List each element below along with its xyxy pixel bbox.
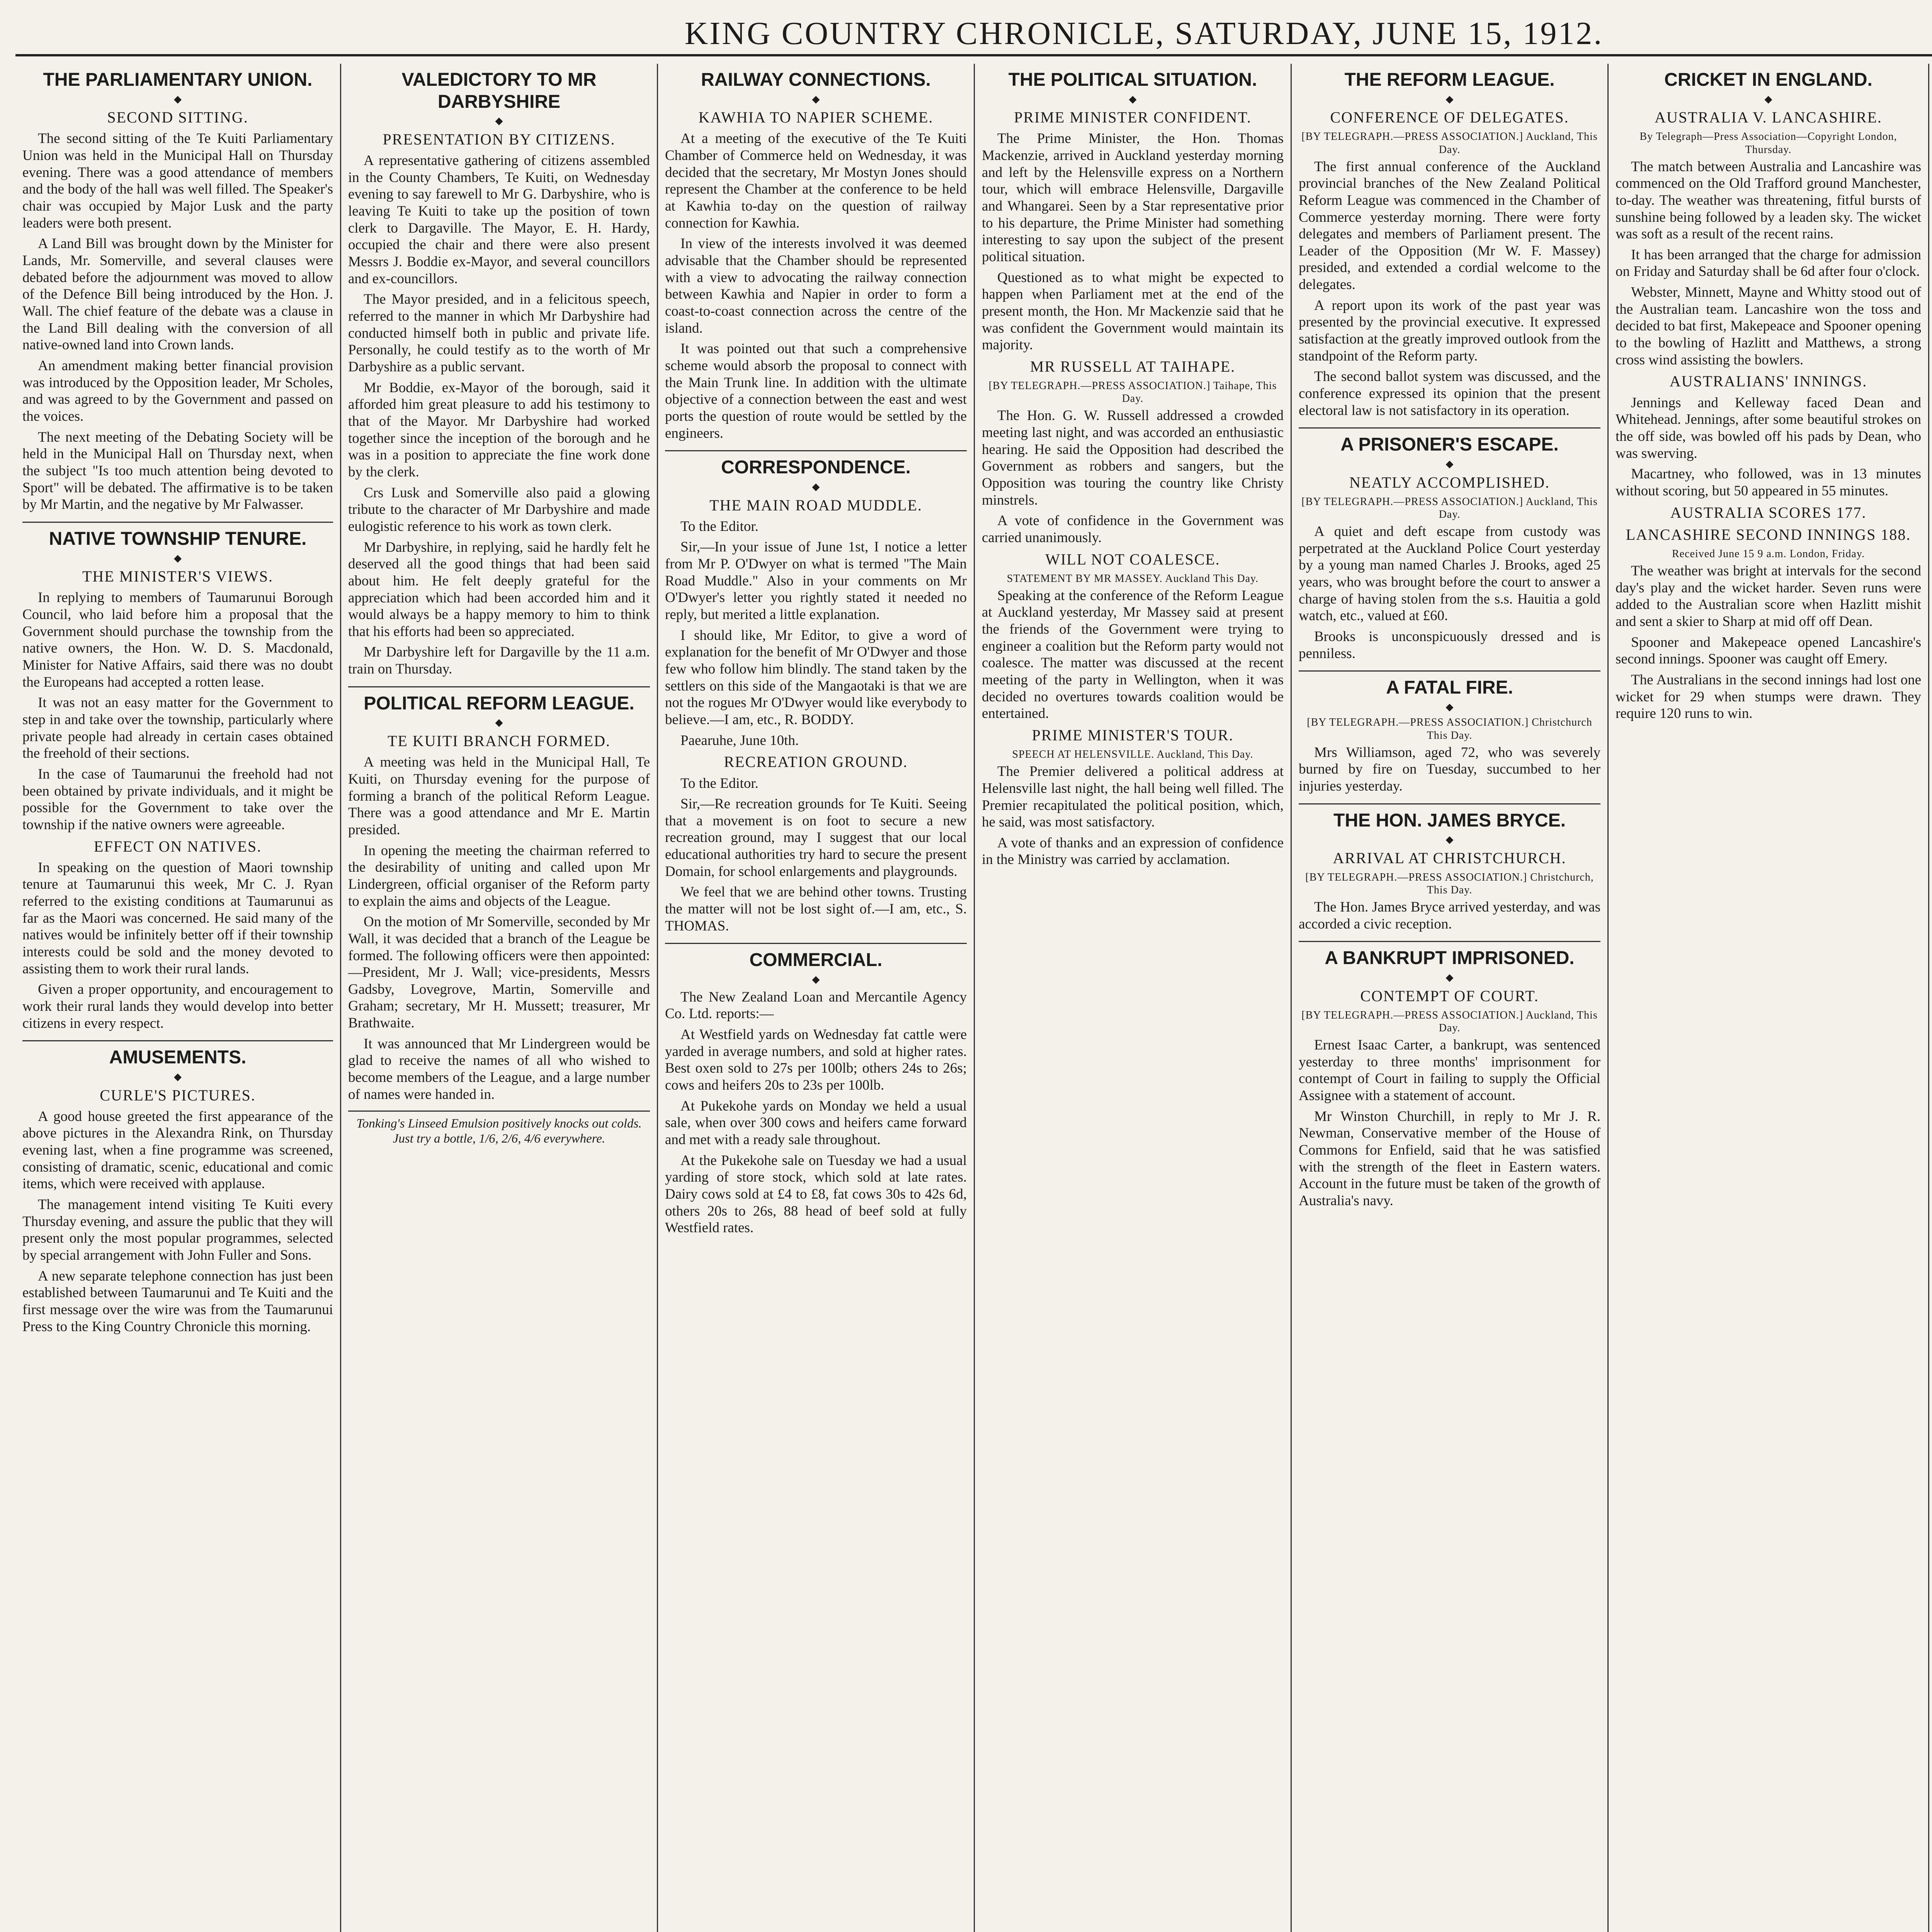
article-subheading: ARRIVAL AT CHRISTCHURCH. — [1333, 849, 1566, 867]
article-paragraph: A good house greeted the first appearance of the above pictures in the Alexandra Rink, on Thursday evening last, when a fine programme was screened, consisting of dramatic, scenic, educational and comic items, which were received with applause. — [22, 1108, 333, 1192]
column-1 — [15, 64, 340, 1932]
article — [665, 753, 967, 934]
article-paragraph: The weather was bright at intervals for the second day's play and the wicket harder. Seven runs were added to the Australian score when Hazlitt mishit and sent a skier to Sharp at mid off off Dean. — [1616, 563, 1921, 629]
article-subheading: AUSTRALIA SCORES 177. — [1670, 503, 1867, 521]
advertisement: Tonking's Linseed Emulsion positively knocks out colds. Just try a bottle, 1/6, 2/6, 4/6 everywhere. — [348, 1111, 650, 1146]
masthead — [15, 8, 1932, 56]
article-paragraph: I should like, Mr Editor, to give a word of explanation for the benefit of Mr O'Dwyer and those few who follow him blindly. The stand taken by the settlers on this side of the Mangaotaki is that we are not the rogues Mr O'Dwyer would like everybody to believe.—I am, etc., R. BODDY. — [665, 627, 967, 728]
section-divider — [1299, 941, 1600, 942]
article-headline: AMUSEMENTS. — [109, 1047, 247, 1068]
column-3 — [657, 64, 974, 1932]
article-subheading: RECREATION GROUND. — [724, 753, 908, 771]
article — [982, 726, 1284, 868]
article-subheading: PRIME MINISTER CONFIDENT. — [1014, 109, 1252, 126]
article-paragraph: Mr Winston Churchill, in reply to Mr J. R. Newman, Conservative member of the House of Commons for Enfield, said that he was satisfied with the strength of the fleet in Eastern waters. Account in the future must be taken of the growth of Australia's navy. — [1299, 1108, 1600, 1209]
article — [1299, 803, 1600, 933]
article-headline: A FATAL FIRE. — [1386, 677, 1513, 698]
article-subheading: LANCASHIRE SECOND INNINGS 188. — [1626, 526, 1911, 543]
article-headline: THE PARLIAMENTARY UNION. — [43, 70, 313, 90]
headline-ornament: ◆ — [495, 115, 503, 127]
article-headline: THE REFORM LEAGUE. — [1344, 70, 1555, 90]
article-headline: NATIVE TOWNSHIP TENURE. — [49, 528, 307, 549]
article-paragraph: The Hon. James Bryce arrived yesterday, and was accorded a civic reception. — [1299, 899, 1600, 932]
article-paragraph: Sir,—In your issue of June 1st, I notice a letter from Mr P. O'Dwyer on what is termed "The Main Road Muddle." Also in your comments on Mr O'Dwyer's letter you rightly stated it needed no reply, but merited a little explanation. — [665, 539, 967, 623]
column-2 — [340, 64, 657, 1932]
article-headline: THE HON. JAMES BRYCE. — [1333, 810, 1566, 831]
article-paragraph: A representative gathering of citizens assembled in the County Chambers, Te Kuiti, on Wednesday evening to say farewell to Mr G. Darbyshire, who is leaving Te Kuiti to take up the position of town clerk to Dargaville. The Mayor, E. H. Hardy, occupied the chair and there were also present Messrs J. Boddie ex-Mayor, and several councillors and ex-councillors. — [348, 153, 650, 287]
article-paragraph: On the motion of Mr Somerville, seconded by Mr Wall, it was decided that a branch of the League be formed. The following officers were then appointed:—President, Mr J. Wall; vice-presidents, Messrs Gadsby, Lovegrove, Martin, Somerville and Graham; secretary, Mr H. Mussett; treasurer, Mr Brathwaite. — [348, 914, 650, 1031]
article-subheading: TE KUITI BRANCH FORMED. — [387, 732, 611, 750]
article-paragraph: Questioned as to what might be expected to happen when Parliament met at the end of the present month, the Hon. Mr Mackenzie said that he was confident the Government would maintain its majority. — [982, 269, 1284, 353]
article-subheading: PRESENTATION BY CITIZENS. — [383, 130, 616, 148]
article-headline: VALEDICTORY TO MR DARBYSHIRE — [401, 70, 597, 112]
headline-ornament: ◆ — [1446, 834, 1454, 845]
article-paragraph: A report upon its work of the past year was presented by the provincial executive. It expressed satisfaction at the greatly improved outlook from the standpoint of the Reform party. — [1299, 297, 1600, 364]
article-paragraph: To the Editor. — [680, 775, 759, 791]
article — [1299, 69, 1600, 419]
article-paragraph: Webster, Minnett, Mayne and Whitty stood out of the Australian team. Lancashire won the toss and decided to bat first, Makepeace and Spooner opening to the bowling of Hazlitt and Matthews, a strong cross wind assisting the bowlers. — [1616, 284, 1921, 368]
article-headline: A PRISONER'S ESCAPE. — [1340, 434, 1559, 455]
headline-ornament: ◆ — [495, 717, 503, 728]
article — [982, 357, 1284, 546]
article — [348, 69, 650, 678]
article — [22, 1040, 333, 1335]
section-divider — [1299, 803, 1600, 804]
article-paragraph: In opening the meeting the chairman referred to the desirability of uniting and called upon Mr Lindergreen, official organiser of the Reform party to explain the aims and objects of the League. — [348, 842, 650, 909]
wire-dateline: By Telegraph—Press Association—Copyright London, Thursday. — [1639, 131, 1897, 156]
wire-dateline: [BY TELEGRAPH.—PRESS ASSOCIATION.] Christchurch This Day. — [1307, 716, 1592, 742]
article-paragraph: The management intend visiting Te Kuiti every Thursday evening, and assure the public that they will present only the most popular programmes, selected by special arrangement with John Fuller and Sons. — [22, 1197, 333, 1264]
article-paragraph: Jennings and Kelleway faced Dean and Whitehead. Jennings, after some beautiful strokes on the off side, was bowled off his pads by Dean, who was swerving. — [1616, 395, 1921, 461]
article-subheading: NEATLY ACCOMPLISHED. — [1349, 473, 1550, 491]
article-paragraph: It was not an easy matter for the Government to step in and take over the township, particularly where private people had already in certain cases obtained the freehold of their sections. — [22, 695, 333, 762]
article-paragraph: A new separate telephone connection has just been established between Taumarunui and Te Kuiti and the first message over the wire was from the Taumarunui Press to the King Country Chronicle this morning. — [22, 1268, 333, 1335]
headline-ornament: ◆ — [1764, 93, 1772, 105]
article — [665, 69, 967, 442]
article-subheading: KAWHIA TO NAPIER SCHEME. — [698, 109, 934, 126]
article-paragraph: Mr Darbyshire, in replying, said he hardly felt he deserved all the good things that had been said about him. He felt deeply grateful for the appreciation which had been accorded him and it would always be a happy memory to him to think that his efforts had been so appreciated. — [348, 539, 650, 639]
wire-dateline: SPEECH AT HELENSVILLE. Auckland, This Day. — [1012, 748, 1253, 761]
article-paragraph: At Westfield yards on Wednesday fat cattle were yarded in average numbers, and sold at higher rates. Best oxen sold to 27s per 100lb; others 24s to 26s; cows and heifers 20s to 23s per 100lb. — [665, 1027, 967, 1093]
article — [1299, 941, 1600, 1209]
article-paragraph: A vote of confidence in the Government was carried unanimously. — [982, 513, 1284, 546]
article-paragraph: It was pointed out that such a comprehensive scheme would absorb the proposal to connect with the Main Trunk line. In addition with the ultimate objective of a connection between the east and west ports the question of route would be settled by the engineers. — [665, 341, 967, 441]
article-paragraph: We feel that we are behind other towns. Trusting the matter will not be lost sight of.—I am, etc., S. THOMAS. — [665, 884, 967, 934]
article-paragraph: In replying to members of Taumarunui Borough Council, who laid before him a proposal that the Government should purchase the township from the native owners, the Hon. W. D. S. Macdonald, Minister for Native Affairs, said there was no doubt the Europeans had accepted a rotten lease. — [22, 590, 333, 690]
article — [1616, 526, 1921, 722]
article — [22, 522, 333, 833]
article-subheading: AUSTRALIANS' INNINGS. — [1669, 372, 1867, 390]
article-subheading: CONTEMPT OF COURT. — [1360, 987, 1539, 1005]
article-paragraph: A quiet and deft escape from custody was perpetrated at the Auckland Police Court yesterday by a young man named Charles J. Brooks, aged 25 years, who was brought before the court to answer a charge of having stolen from the s.s. Hauitia a gold watch, etc., valued at £60. — [1299, 523, 1600, 624]
article-paragraph: The Premier delivered a political address at Helensville last night, the hall being well filled. The Premier recapitulated the political position, which, he said, was most satisfactory. — [982, 764, 1284, 830]
article-paragraph: At the Pukekohe sale on Tuesday we had a usual yarding of store stock, which sold at late rates. Dairy cows sold at £4 to £8, fat cows 30s to 42s 6d, others 20s to 26s, 88 head of beef sold at fully Westfield rates. — [665, 1152, 967, 1236]
article-subheading: PRIME MINISTER'S TOUR. — [1032, 726, 1234, 744]
article-subheading: CONFERENCE OF DELEGATES. — [1330, 109, 1569, 126]
article-paragraph: A Land Bill was brought down by the Minister for Lands, Mr. Somerville, and several clauses were debated before the adjournment was moved to allow of the Defence Bill being introduced by the Hon. J. Wall. The chief feature of the debate was a clause in the Land Bill dealing with the conversion of all native-owned land into Crown lands. — [22, 236, 333, 353]
article-paragraph: At a meeting of the executive of the Te Kuiti Chamber of Commerce held on Wednesday, it was decided that the secretary, Mr Mostyn Jones should represent the Chamber at the conference to be held at Kawhia to-day on the question of railway connection for Kawhia. — [665, 131, 967, 231]
article — [1616, 372, 1921, 499]
column-7 — [1928, 64, 1932, 1932]
article-subheading: THE MINISTER'S VIEWS. — [82, 568, 273, 585]
article-paragraph: Mr Darbyshire left for Dargaville by the 11 a.m. train on Thursday. — [348, 644, 650, 677]
article-paragraph: Mr Boddie, ex-Mayor of the borough, said it afforded him great pleasure to add his testimony to that of the Mayor. Mr Darbyshire had worked together since the inception of the borough and he was in a position to appreciate the fine work done by the clerk. — [348, 379, 650, 480]
headline-ornament: ◆ — [1446, 972, 1454, 983]
article-paragraph: Given a proper opportunity, and encouragement to work their rural lands they would develop into better citizens in every respect. — [22, 981, 333, 1031]
article-subheading: MR RUSSELL AT TAIHAPE. — [1030, 358, 1236, 376]
article-paragraph: The Hon. G. W. Russell addressed a crowded meeting last night, and was accorded an enthusiastic hearing. He said the Opposition had described the Government as robbers and sangers, but the Opposition was touring the country like Christy minstrels. — [982, 408, 1284, 508]
headline-ornament: ◆ — [1446, 701, 1454, 713]
article — [1616, 503, 1921, 522]
article-headline: COMMERCIAL. — [749, 950, 883, 971]
headline-ornament: ◆ — [174, 93, 182, 105]
article — [22, 837, 333, 1032]
article — [1616, 69, 1921, 368]
article — [982, 550, 1284, 722]
section-divider — [1299, 427, 1600, 429]
article-paragraph: A vote of thanks and an expression of confidence in the Ministry was carried by acclamation. — [982, 835, 1284, 868]
article-paragraph: The Mayor presided, and in a felicitous speech, referred to the manner in which Mr Darbyshire had conducted himself both in public and private life. Personally, he could testify as to the worth of Mr Darbyshire as a public servant. — [348, 291, 650, 375]
section-divider — [665, 943, 967, 944]
article-subheading: EFFECT ON NATIVES. — [94, 837, 262, 855]
article-paragraph: A meeting was held in the Municipal Hall, Te Kuiti, on Thursday evening for the purpose of forming a branch of the political Reform League. There was a good attendance and Mr E. Martin presided. — [348, 754, 650, 838]
article-subheading: CURLE'S PICTURES. — [100, 1086, 256, 1104]
wire-dateline: [BY TELEGRAPH.—PRESS ASSOCIATION.] Auckland, This Day. — [1301, 1009, 1598, 1034]
section-divider — [348, 686, 650, 687]
article-paragraph: Macartney, who followed, was in 13 minutes without scoring, but 50 appeared in 55 minutes. — [1616, 466, 1921, 499]
wire-dateline: [BY TELEGRAPH.—PRESS ASSOCIATION.] Auckland, This Day. — [1301, 131, 1598, 156]
article-paragraph: The second sitting of the Te Kuiti Parliamentary Union was held in the Municipal Hall on Thursday evening. There was a good attendance of members and the body of the hall was well filled. The Speaker's chair was occupied by Major Lusk and the party leaders were both present. — [22, 131, 333, 231]
article-paragraph: The Australians in the second innings had lost one wicket for 29 when stumps were drawn. They require 120 runs to win. — [1616, 672, 1921, 722]
article-headline: POLITICAL REFORM LEAGUE. — [364, 693, 634, 714]
headline-ornament: ◆ — [1129, 93, 1137, 105]
column-6 — [1607, 64, 1928, 1932]
article-paragraph: At Pukekohe yards on Monday we held a usual sale, when over 300 cows and heifers came forward and met with a ready sale throughout. — [665, 1098, 967, 1148]
headline-ornament: ◆ — [812, 974, 820, 985]
article-paragraph: In speaking on the question of Maori township tenure at Taumarunui this week, Mr C. J. Ryan referred to the existing conditions at Taumarunui as far as the Maori was concerned. He said many of the natives would be infinitely better off if their township interests could be sold and the money devoted to assisting them to work their rural lands. — [22, 859, 333, 977]
article-paragraph: The match between Australia and Lancashire was commenced on the Old Trafford ground Manchester, to-day. The weather was threatening, fitful bursts of sunshine being followed by a leaden sky. The wicket was soft as a result of the recent rains. — [1616, 158, 1921, 242]
article-headline: CORRESPONDENCE. — [721, 457, 911, 478]
article — [982, 69, 1284, 354]
headline-ornament: ◆ — [1446, 93, 1454, 105]
headline-ornament: ◆ — [1446, 458, 1454, 470]
article-paragraph: The New Zealand Loan and Mercantile Agency Co. Ltd. reports:— — [665, 989, 967, 1022]
headline-ornament: ◆ — [174, 1071, 182, 1082]
article-paragraph: In the case of Taumarunui the freehold had not been obtained by private individuals, and it might be possible for the Government to take over the township if the native owners were agreeable. — [22, 766, 333, 833]
column-5 — [1291, 64, 1607, 1932]
article-subheading: SECOND SITTING. — [107, 109, 248, 126]
article-paragraph: Ernest Isaac Carter, a bankrupt, was sentenced yesterday to three months' imprisonment for contempt of Court in failing to supply the Official Assignee with a statement of account. — [1299, 1037, 1600, 1104]
wire-dateline: [BY TELEGRAPH.—PRESS ASSOCIATION.] Taihape, This Day. — [988, 380, 1277, 405]
article-paragraph: Brooks is unconspicuously dressed and is penniless. — [1299, 628, 1600, 662]
article-paragraph: Speaking at the conference of the Reform League at Auckland yesterday, Mr Massey said at present the friends of the Government were trying to engineer a coalition but the Reform party would not coalesce. The matter was discussed at the recent meeting of the party in Wellington, when it was decided no overtures towards coalition would be entertained. — [982, 587, 1284, 722]
article-subheading: AUSTRALIA V. LANCASHIRE. — [1655, 109, 1882, 126]
article-headline: THE POLITICAL SITUATION. — [1008, 70, 1257, 90]
article — [348, 686, 650, 1103]
article-paragraph: The first annual conference of the Auckland provincial branches of the New Zealand Political Reform League was commenced in the Chamber of Commerce yesterday morning. There were forty delegates and members of Parliament present. The Leader of the Opposition (Mr W. F. Massey) presided, and extended a cordial welcome to the delegates. — [1299, 158, 1600, 293]
article-paragraph: An amendment making better financial provision was introduced by the Opposition leader, Mr Scholes, and was agreed to by the Government and passed on the voices. — [22, 358, 333, 424]
column-4 — [974, 64, 1291, 1932]
wire-dateline: [BY TELEGRAPH.—PRESS ASSOCIATION.] Auckland, This Day. — [1301, 495, 1598, 520]
article-paragraph: The second ballot system was discussed, and the conference expressed its opinion that the present electoral law is not satisfactory in its operation. — [1299, 369, 1600, 418]
section-divider — [1299, 670, 1600, 672]
section-divider — [22, 522, 333, 523]
article-headline: A BANKRUPT IMPRISONED. — [1325, 948, 1575, 969]
wire-dateline: [BY TELEGRAPH.—PRESS ASSOCIATION.] Christchurch, This Day. — [1305, 871, 1594, 896]
article — [1299, 427, 1600, 662]
headline-ornament: ◆ — [812, 93, 820, 105]
article-headline: CRICKET IN ENGLAND. — [1664, 70, 1872, 90]
article-subheading: THE MAIN ROAD MUDDLE. — [709, 496, 922, 514]
section-divider — [22, 1040, 333, 1041]
article — [22, 69, 333, 513]
article-paragraph: To the Editor. — [680, 518, 759, 534]
masthead-title: KING COUNTRY CHRONICLE, SATURDAY, JUNE 15, 1912. — [684, 15, 1604, 51]
wire-dateline: Received June 15 9 a.m. London, Friday. — [1672, 548, 1865, 560]
article-paragraph: Sir,—Re recreation grounds for Te Kuiti. Seeing that a movement is on foot to secure a new recreation ground, may I suggest that our local educational authorities try hard to secure the present Domain, for school enlargements and playgrounds. — [665, 796, 967, 879]
article — [665, 943, 967, 1236]
headline-ornament: ◆ — [812, 481, 820, 492]
wire-dateline: STATEMENT BY MR MASSEY. Auckland This Day. — [1007, 572, 1259, 585]
article-paragraph: Spooner and Makepeace opened Lancashire's second innings. Spooner was caught off Emery. — [1616, 634, 1921, 667]
section-divider — [665, 450, 967, 451]
article-subheading: WILL NOT COALESCE. — [1045, 550, 1220, 568]
article-paragraph: Mrs Williamson, aged 72, who was severely burned by fire on Tuesday, succumbed to her injuries yesterday. — [1299, 744, 1600, 794]
article-paragraph: It has been arranged that the charge for admission on Friday and Saturday shall be 6d after four o'clock. — [1616, 247, 1921, 280]
article-paragraph: The next meeting of the Debating Society will be held in the Municipal Hall on Thursday next, when the subject "Is too much attention being devoted to Sport" will be debated. The affirmative is to be taken by Mr Martin, and the negative by Mr Falwasser. — [22, 429, 333, 513]
article-paragraph: Crs Lusk and Somerville also paid a glowing tribute to the character of Mr Darbyshire and made eulogistic reference to his work as town clerk. — [348, 485, 650, 534]
article-paragraph: It was announced that Mr Lindergreen would be glad to receive the names of all who wished to become members of the League, and a large number of names were handed in. — [348, 1036, 650, 1102]
headline-ornament: ◆ — [174, 552, 182, 564]
article-headline: RAILWAY CONNECTIONS. — [701, 70, 931, 90]
article — [1299, 670, 1600, 794]
article — [665, 450, 967, 749]
article-paragraph: In view of the interests involved it was deemed advisable that the Chamber should be represented with a view to advocating the railway connection between Kawhia and Napier in order to form a coast-to-coast connection across the centre of the island. — [665, 236, 967, 336]
article-paragraph: Paearuhe, June 10th. — [680, 732, 799, 748]
article-paragraph: The Prime Minister, the Hon. Thomas Mackenzie, arrived in Auckland yesterday morning and left by the Helensville express on a Northern tour, which will embrace Helensville, Dargaville and Whangarei. Seen by a Star representative prior to his departure, the Prime Minister had something interesting to say upon the subject of the present political situation. — [982, 131, 1284, 265]
